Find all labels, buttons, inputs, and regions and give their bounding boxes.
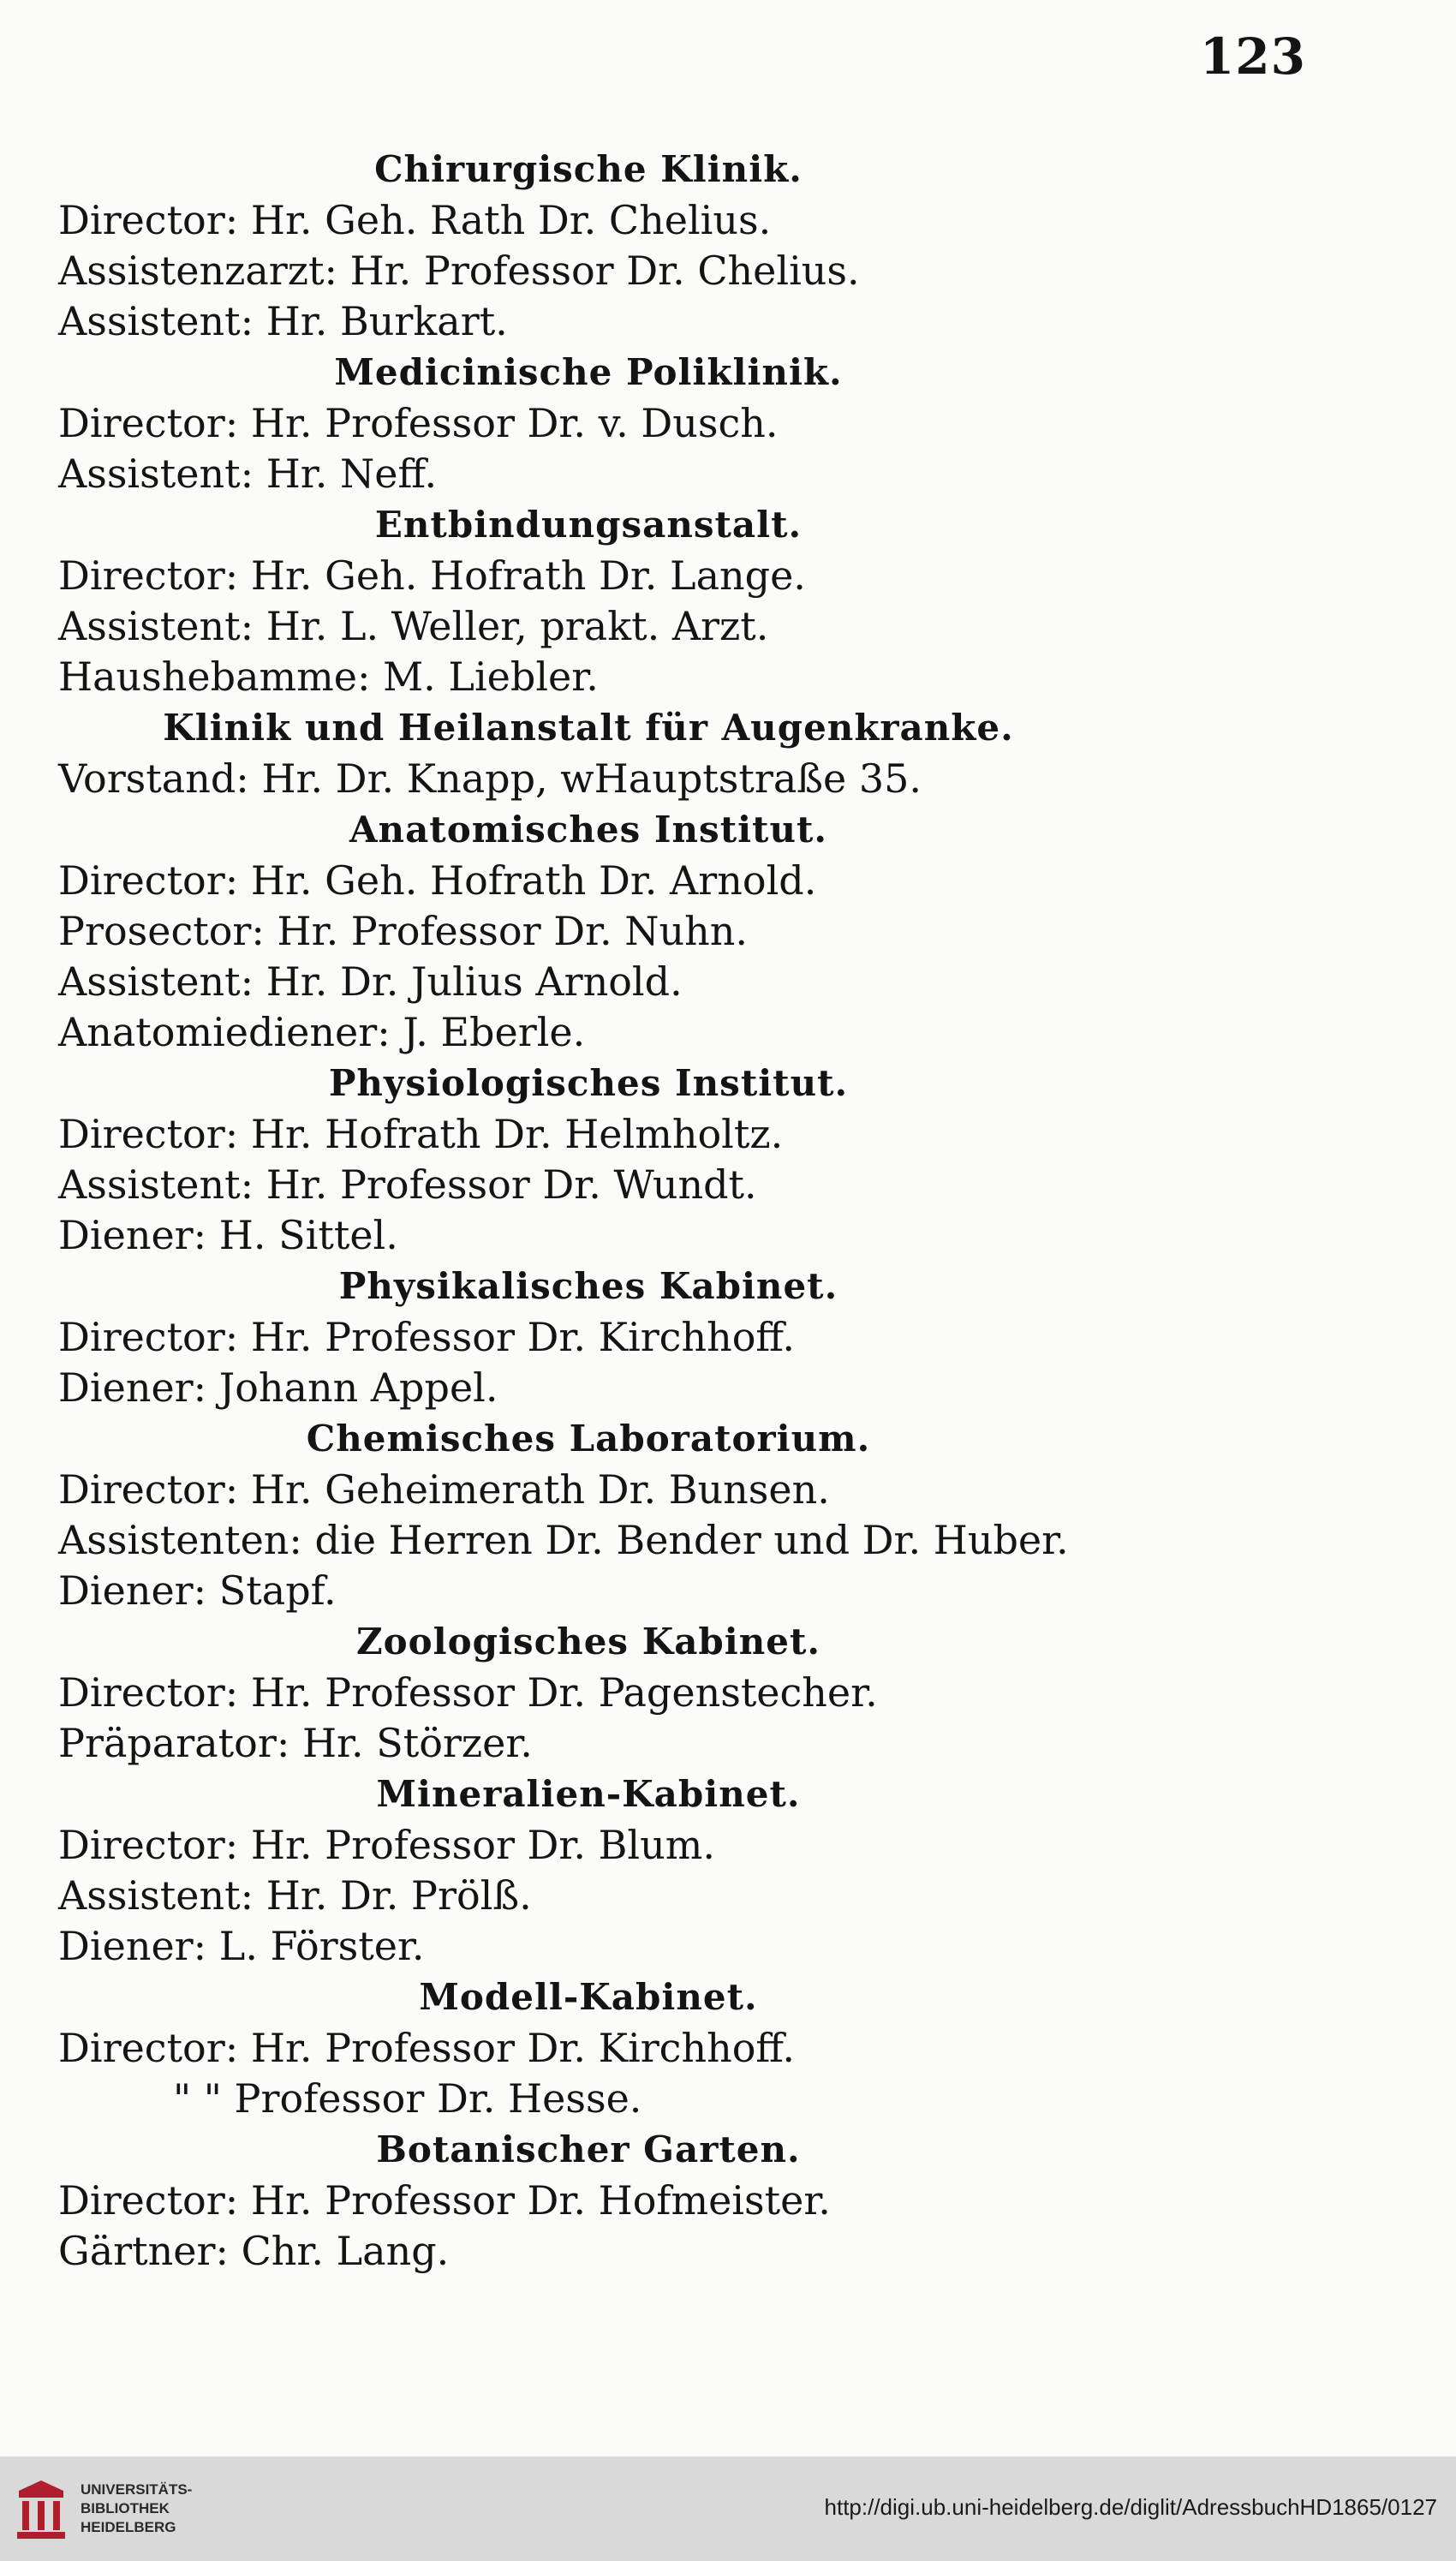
- entry-line: Haushebamme: M. Liebler.: [58, 654, 599, 700]
- entry-line: Diener: Stapf.: [58, 1567, 337, 1614]
- entry-line: Director: Hr. Professor Dr. Kirchhoff.: [58, 2025, 796, 2071]
- source-url-link[interactable]: http://digi.ub.uni-heidelberg.de/diglit/AdressbuchHD1865/0127: [824, 2494, 1437, 2520]
- section-heading: Klinik und Heilanstalt für Augenkranke.: [163, 707, 1014, 749]
- entry-line: Assistent: Hr. Neff.: [58, 451, 438, 497]
- section-heading: Botanischer Garten.: [376, 2128, 801, 2170]
- page-number: 123: [1199, 27, 1306, 86]
- entry-line: Assistent: Hr. Professor Dr. Wundt.: [58, 1161, 757, 1208]
- section-heading: Modell-Kabinet.: [419, 1976, 758, 2018]
- entry-line: Director: Hr. Professor Dr. v. Dusch.: [58, 400, 779, 446]
- entry-line: Assistent: Hr. L. Weller, prakt. Arzt.: [58, 603, 769, 649]
- library-name-line-2: BIBLIOTHEK: [81, 2500, 170, 2516]
- entry-line: Assistenten: die Herren Dr. Bender und Dr. Huber.: [58, 1517, 1069, 1563]
- entry-line: Director: Hr. Professor Dr. Pagenstecher.: [58, 1669, 878, 1716]
- entry-line: Director: Hr. Geheimerath Dr. Bunsen.: [58, 1466, 830, 1513]
- entry-line: Director: Hr. Professor Dr. Kirchhoff.: [58, 1314, 796, 1360]
- section-heading: Medicinische Poliklinik.: [334, 351, 843, 393]
- entry-line: Director: Hr. Geh. Hofrath Dr. Lange.: [58, 552, 806, 599]
- entry-line: " " Professor Dr. Hesse.: [173, 2075, 642, 2122]
- section-heading: Physiologisches Institut.: [328, 1062, 849, 1104]
- entry-line: Präparator: Hr. Störzer.: [58, 1720, 533, 1766]
- university-library-logo-icon: [14, 2475, 69, 2544]
- entry-line: Director: Hr. Hofrath Dr. Helmholtz.: [58, 1111, 784, 1157]
- entry-line: Assistenzarzt: Hr. Professor Dr. Chelius.: [58, 248, 860, 294]
- entry-line: Prosector: Hr. Professor Dr. Nuhn.: [58, 908, 749, 954]
- directory-listing: [53, 144, 1124, 2277]
- library-name-line-1: UNIVERSITÄTS-: [81, 2481, 193, 2498]
- entry-line: Assistent: Hr. Dr. Prölß.: [58, 1872, 532, 1919]
- entry-line: Vorstand: Hr. Dr. Knapp, wHauptstraße 35.: [58, 755, 922, 802]
- entry-line: Assistent: Hr. Burkart.: [58, 298, 508, 344]
- entry-line: Director: Hr. Professor Dr. Hofmeister.: [58, 2177, 831, 2224]
- library-name: [81, 2480, 192, 2537]
- entry-line: Gärtner: Chr. Lang.: [58, 2228, 450, 2274]
- entry-line: Director: Hr. Geh. Rath Dr. Chelius.: [58, 197, 772, 243]
- section-heading: Chemisches Laboratorium.: [306, 1418, 871, 1460]
- section-heading: Zoologisches Kabinet.: [355, 1621, 821, 1663]
- library-logo[interactable]: [14, 2475, 211, 2544]
- entry-line: Director: Hr. Geh. Hofrath Dr. Arnold.: [58, 857, 817, 904]
- entry-line: Diener: H. Sittel.: [58, 1212, 398, 1258]
- section-heading: Entbindungsanstalt.: [374, 504, 803, 546]
- section-heading: Physikalisches Kabinet.: [338, 1265, 838, 1307]
- section-heading: Mineralien-Kabinet.: [376, 1773, 801, 1815]
- viewer-footer: [0, 2457, 1456, 2561]
- section-heading: Anatomisches Institut.: [349, 809, 828, 851]
- entry-line: Diener: Johann Appel.: [58, 1364, 498, 1411]
- section-heading: Chirurgische Klinik.: [374, 148, 803, 190]
- entry-line: Assistent: Hr. Dr. Julius Arnold.: [58, 958, 683, 1005]
- entry-line: Director: Hr. Professor Dr. Blum.: [58, 1822, 715, 1868]
- library-name-line-3: HEIDELBERG: [81, 2519, 176, 2535]
- entry-line: Anatomiediener: J. Eberle.: [58, 1009, 586, 1055]
- entry-line: Diener: L. Förster.: [58, 1923, 425, 1969]
